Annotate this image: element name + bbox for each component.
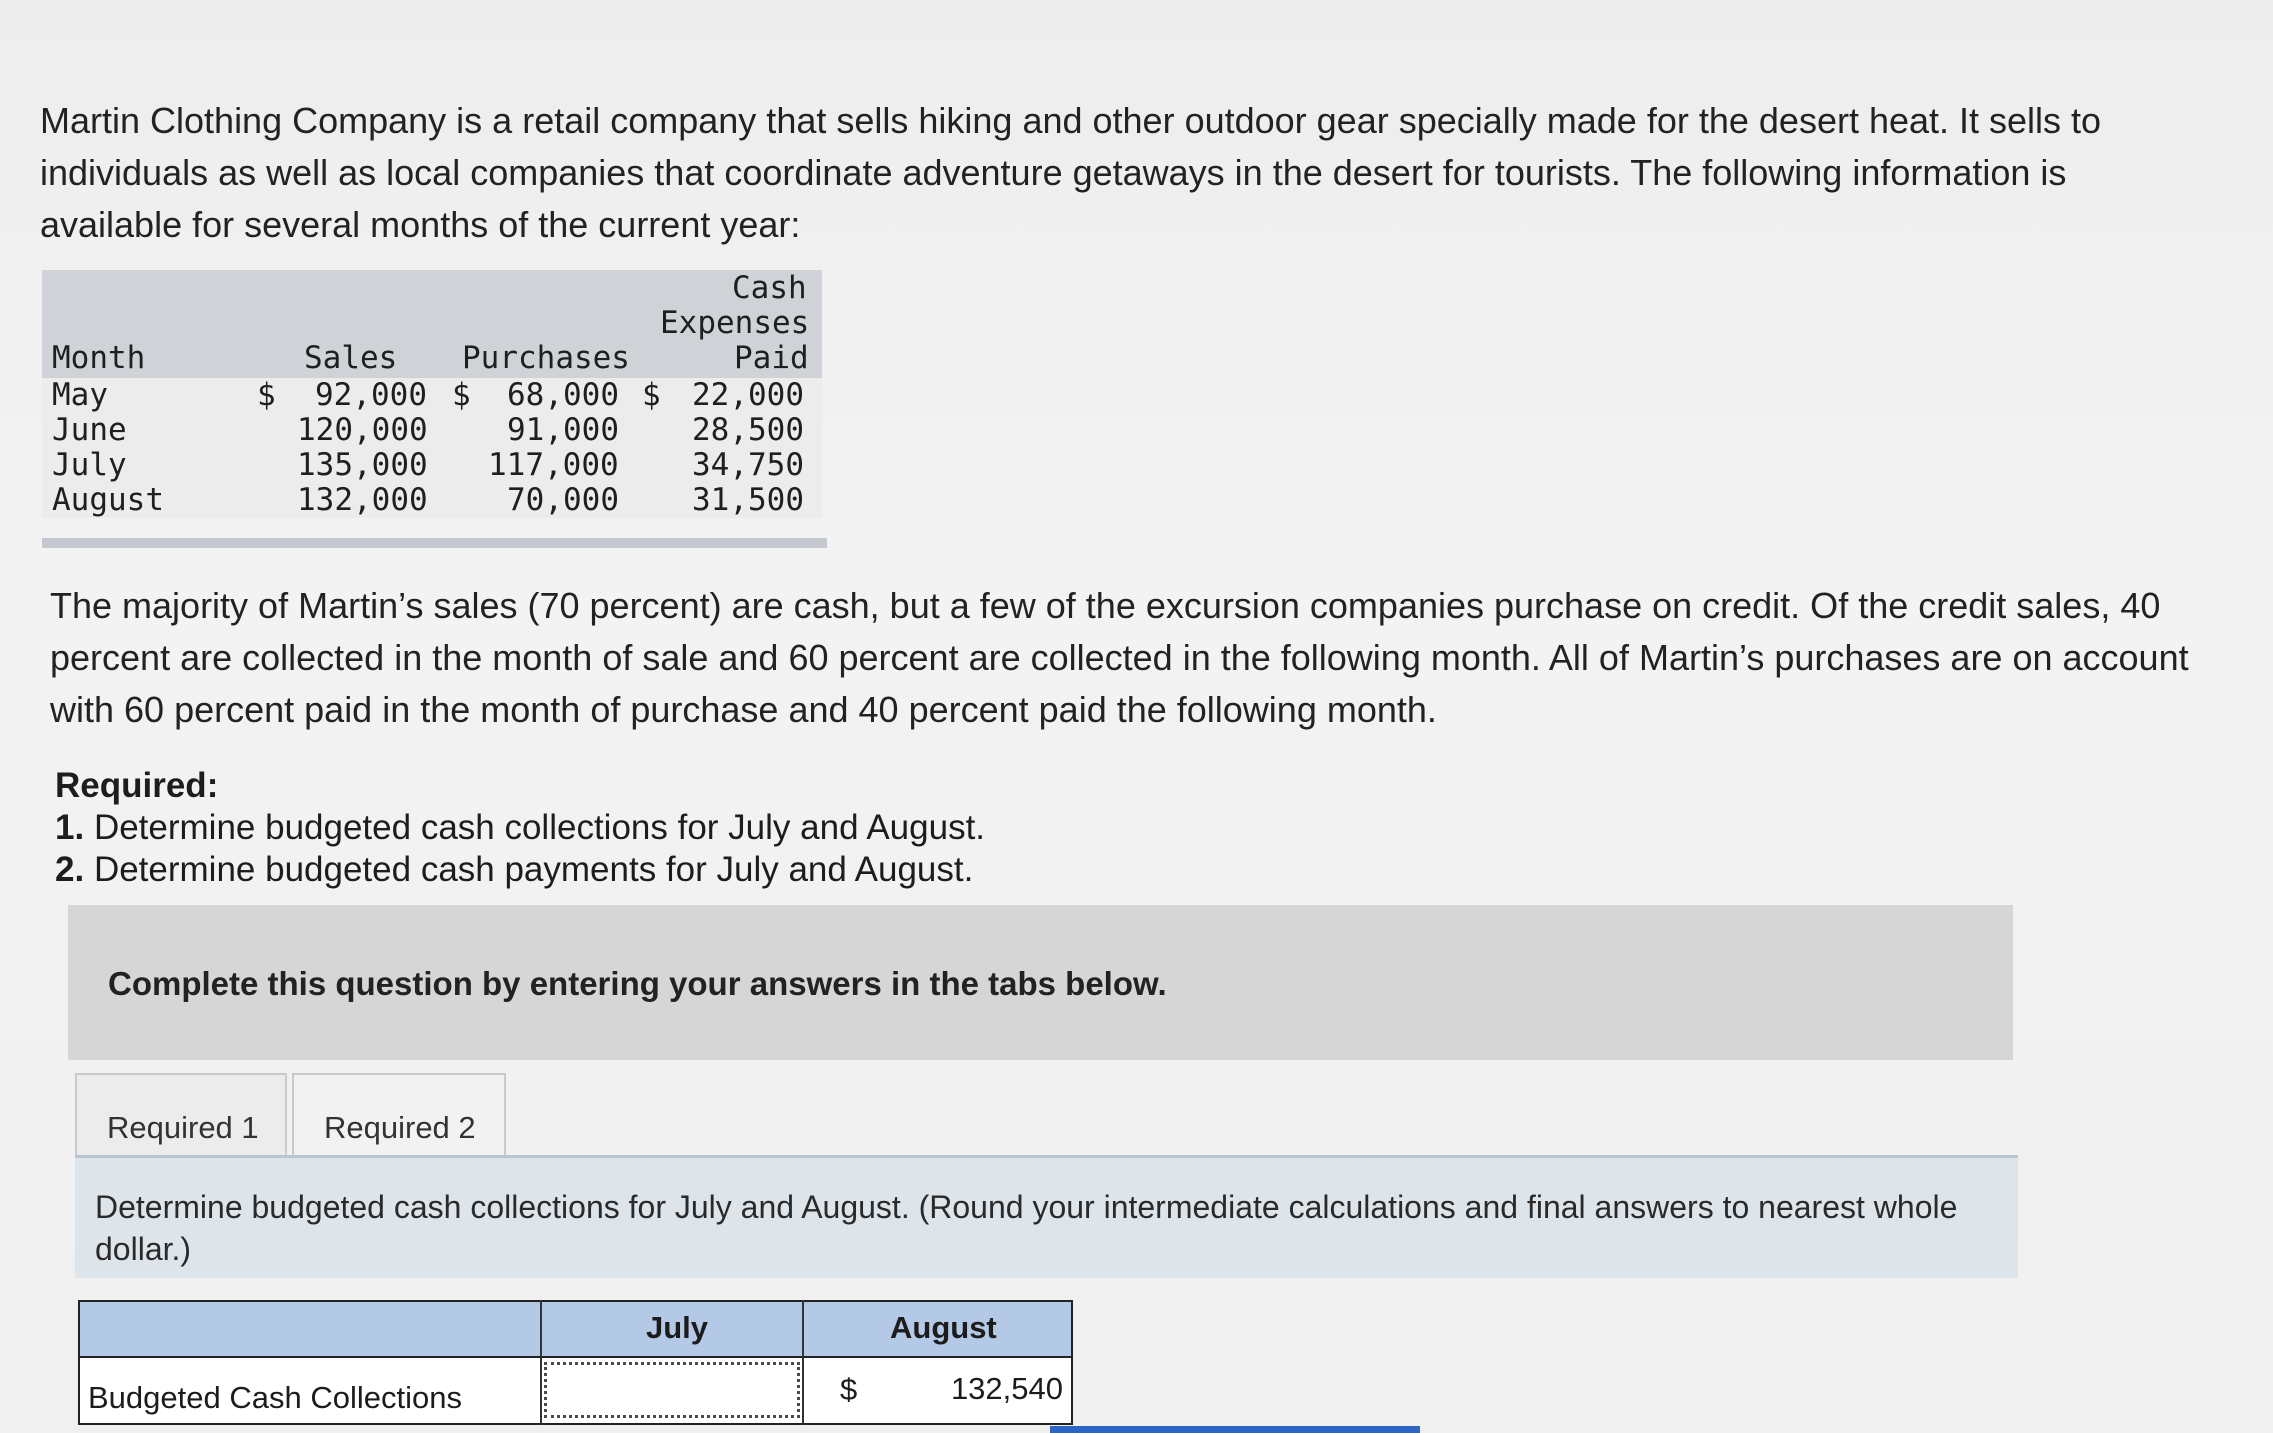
row-label-budgeted-cash-collections: Budgeted Cash Collections xyxy=(88,1380,462,1415)
header-cash-line2: Expenses xyxy=(660,305,810,341)
table-footer-divider xyxy=(42,538,827,548)
required-title: Required: xyxy=(55,766,219,805)
august-collections-input[interactable] xyxy=(886,1366,1065,1412)
cell-purchases-sign: $ xyxy=(452,377,471,413)
table-row xyxy=(42,448,822,483)
table-row xyxy=(42,378,822,413)
tab-label: Required 2 xyxy=(324,1110,476,1145)
required-section xyxy=(55,765,985,891)
problem-intro: Martin Clothing Company is a retail company that sells hiking and other outdoor gear specially made for the desert heat. It sells to individuals as well as local companies that coordinate adventure getaways in the desert for tourists. The following information is available for several months of the current year: xyxy=(40,100,2102,245)
cell-sales: 132,000 xyxy=(297,482,428,518)
cell-purchases: 117,000 xyxy=(488,447,619,483)
table-row xyxy=(42,413,822,448)
cell-month: May xyxy=(52,377,108,413)
cell-cash-sign: $ xyxy=(642,377,661,413)
header-cash-line1: Cash xyxy=(732,270,807,306)
cell-sales: 92,000 xyxy=(315,377,427,413)
cell-sales: 135,000 xyxy=(297,447,428,483)
cell-purchases: 70,000 xyxy=(507,482,619,518)
cell-cash: 31,500 xyxy=(692,482,804,518)
column-divider xyxy=(540,1300,542,1425)
answer-table xyxy=(78,1300,1073,1425)
required-item-number: 2. xyxy=(55,850,85,889)
tab-panel xyxy=(75,1155,2018,1278)
column-header-july: July xyxy=(646,1310,709,1345)
cell-month: August xyxy=(52,482,164,518)
cell-month: July xyxy=(52,447,127,483)
cell-purchases: 68,000 xyxy=(507,377,619,413)
instruction-banner xyxy=(68,905,2013,1060)
credit-policy-text: The majority of Martin’s sales (70 percent) are cash, but a few of the excursion companies purchase on credit. Of the credit sales, 40 percent are collected in the month of sale and 60 percent are collected in the following month. All of Martin’s purchases are on account with 60 percent paid in the month of purchase and 40 percent paid the following month. xyxy=(50,585,2189,730)
required-item xyxy=(55,849,985,891)
header-cash-line3: Paid xyxy=(734,340,809,376)
banner-text: Complete this question by entering your answers in the tabs below. xyxy=(108,965,1167,1002)
tab-label: Required 1 xyxy=(107,1110,259,1145)
table-header xyxy=(42,270,822,378)
column-divider xyxy=(802,1300,804,1425)
cell-cash: 28,500 xyxy=(692,412,804,448)
required-item-number: 1. xyxy=(55,808,85,847)
required-item-text: Determine budgeted cash payments for July and August. xyxy=(93,850,974,889)
required-item-text: Determine budgeted cash collections for July and August. xyxy=(93,808,986,847)
cell-month: June xyxy=(52,412,127,448)
august-collections-cell xyxy=(806,1362,1069,1418)
july-collections-input[interactable] xyxy=(544,1362,800,1418)
cell-cash: 34,750 xyxy=(692,447,804,483)
cell-cash: 22,000 xyxy=(692,377,804,413)
header-purchases: Purchases xyxy=(462,340,630,376)
header-sales: Sales xyxy=(304,340,398,376)
cell-purchases: 91,000 xyxy=(507,412,619,448)
table-row xyxy=(42,483,822,518)
dollar-sign: $ xyxy=(840,1372,858,1407)
column-header-august: August xyxy=(890,1310,997,1345)
answer-table-header xyxy=(78,1300,1073,1358)
focus-underline xyxy=(1050,1426,1420,1433)
cell-sales: 120,000 xyxy=(297,412,428,448)
required-item xyxy=(55,807,985,849)
cell-sales-sign: $ xyxy=(257,377,276,413)
panel-instruction: Determine budgeted cash collections for July and August. (Round your intermediate calculations and final answers to nearest whole dollar.) xyxy=(95,1189,1958,1267)
monthly-data-table xyxy=(42,270,822,548)
header-month: Month xyxy=(52,340,146,376)
